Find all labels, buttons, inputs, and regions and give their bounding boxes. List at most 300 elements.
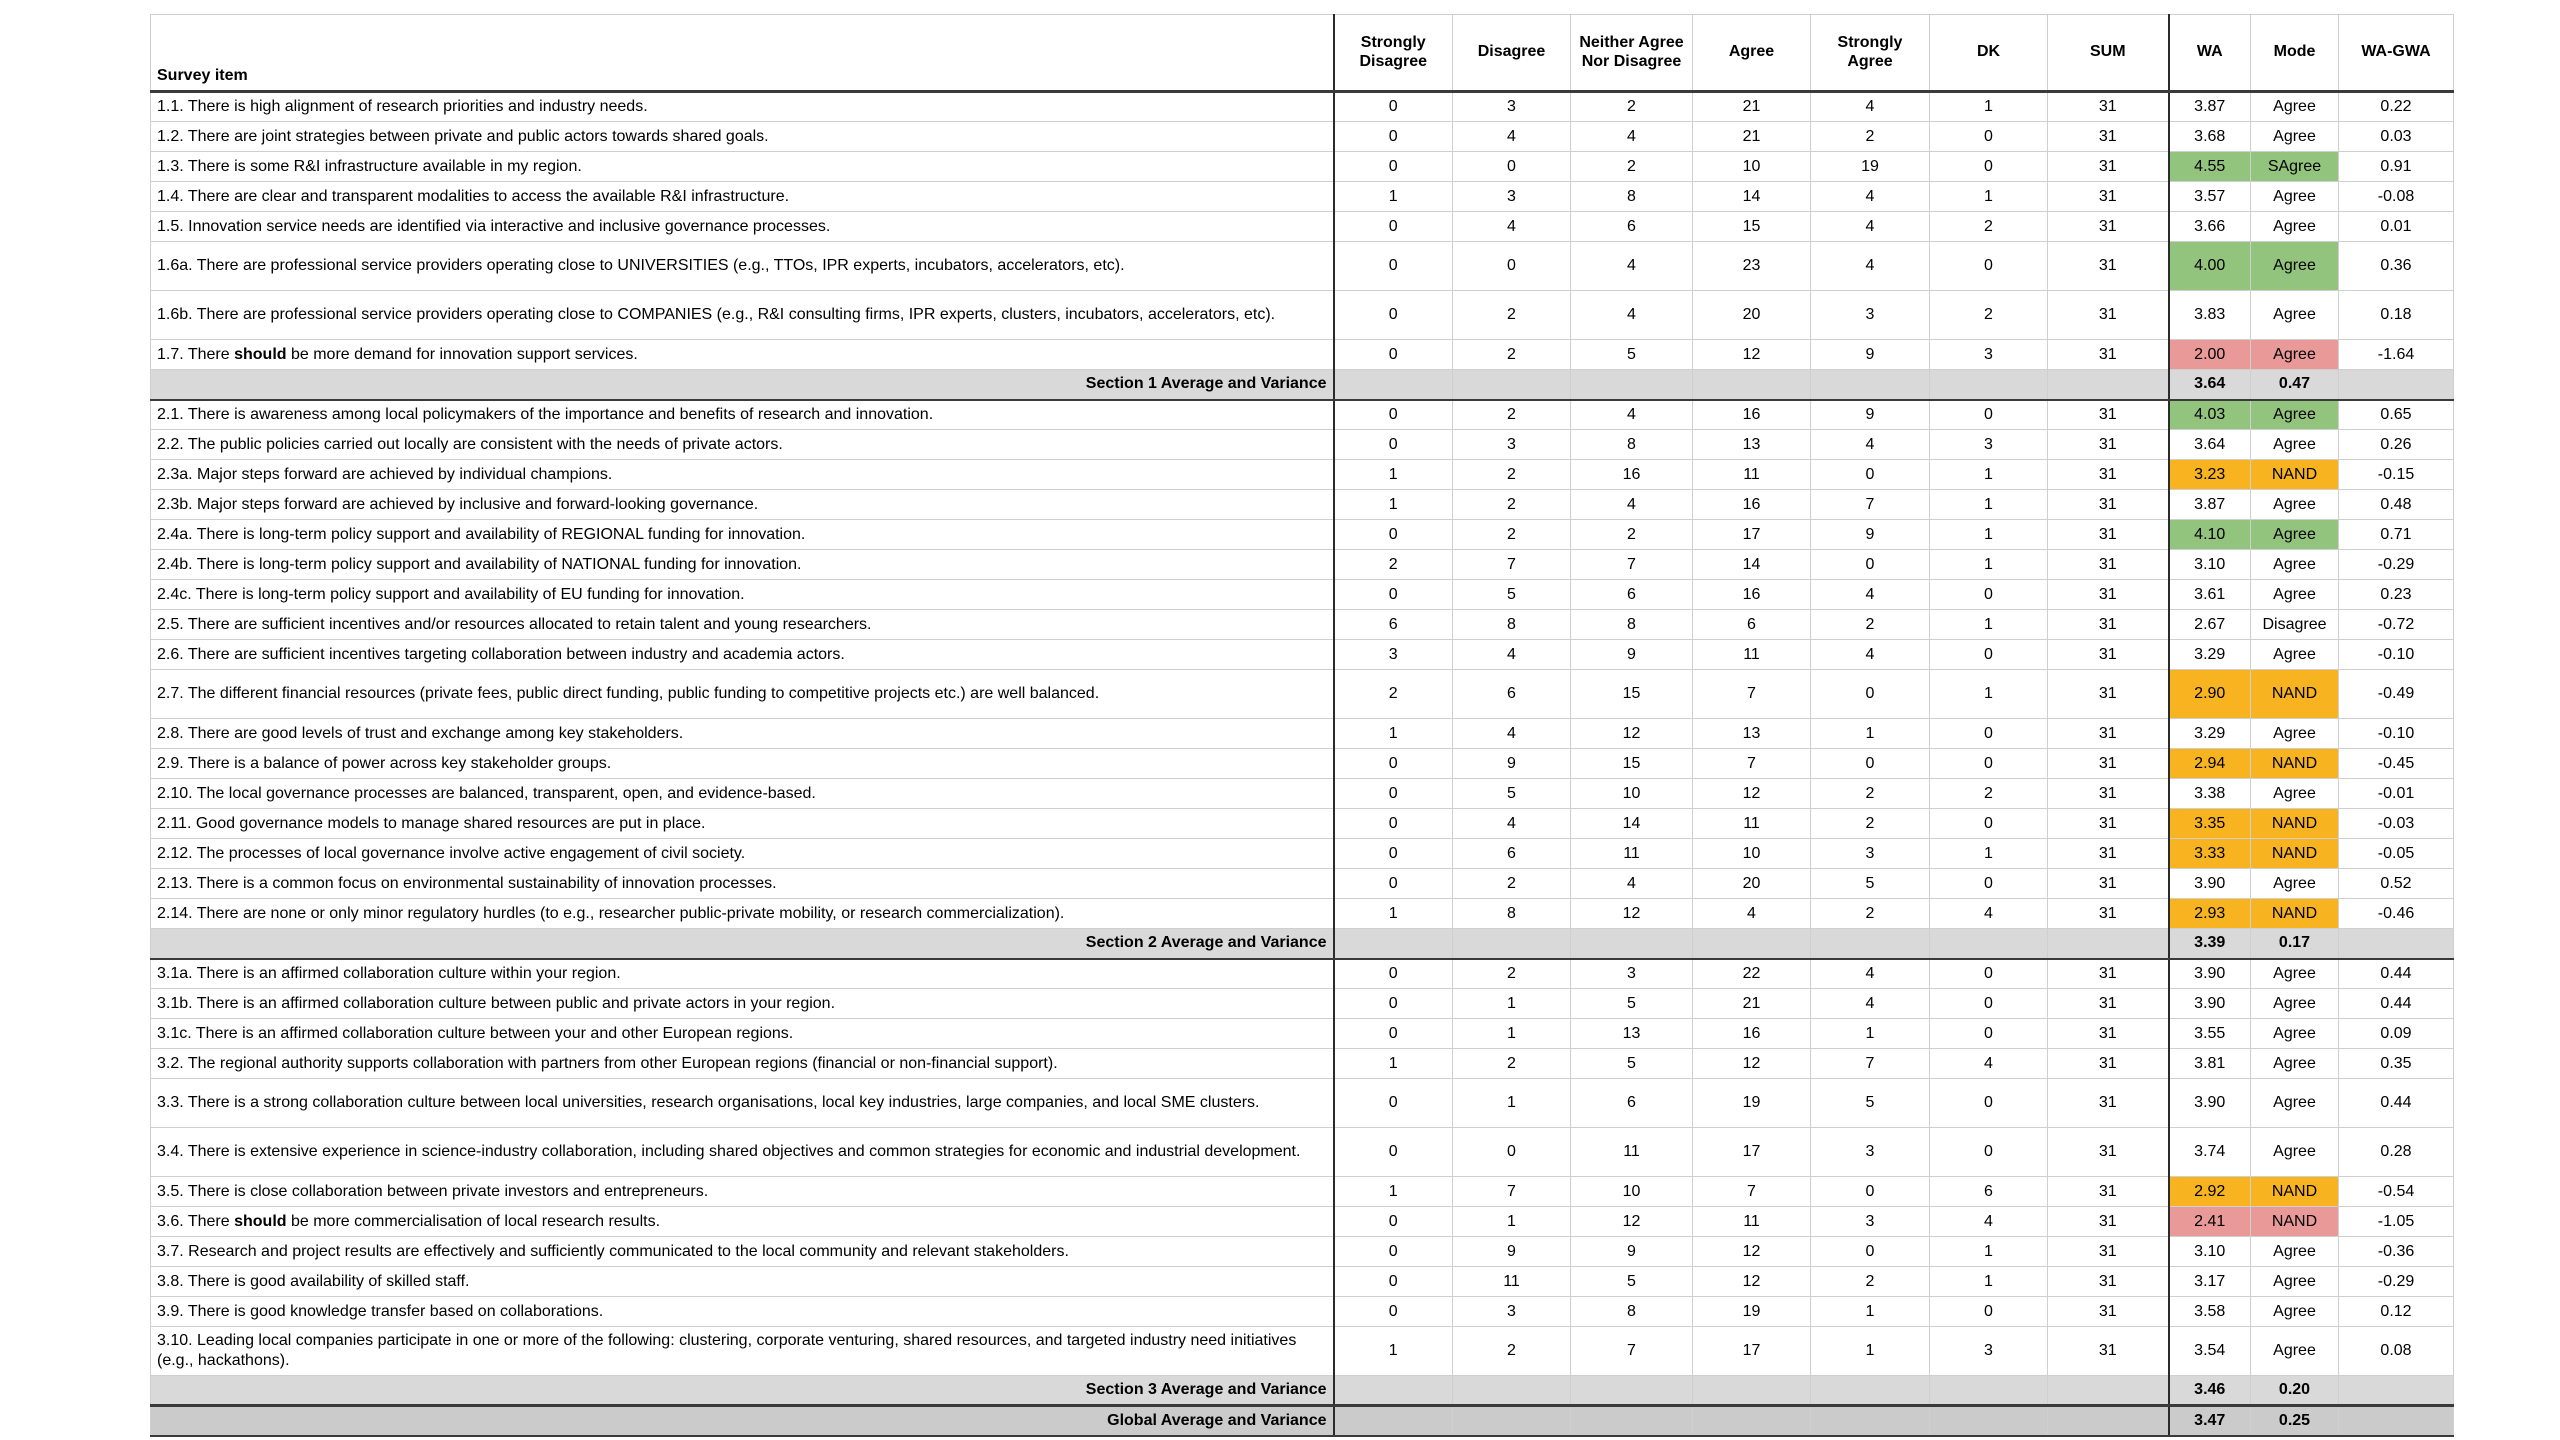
average-cell: 3.46 (2169, 1376, 2251, 1406)
count-cell: 0 (1334, 989, 1453, 1019)
wa-cell: 3.74 (2169, 1128, 2251, 1177)
wa-gwa-cell: 0.26 (2339, 430, 2454, 460)
empty-cell (1693, 1376, 1811, 1406)
sum-cell: 31 (2048, 959, 2169, 989)
table-row (151, 749, 2454, 779)
count-cell: 7 (1693, 749, 1811, 779)
wa-gwa-cell: 0.48 (2339, 490, 2454, 520)
mode-cell: NAND (2251, 670, 2339, 719)
sum-cell: 31 (2048, 152, 2169, 182)
count-cell: 2 (1811, 1267, 1930, 1297)
mode-cell: Agree (2251, 212, 2339, 242)
count-cell: 1 (1930, 610, 2048, 640)
wa-cell: 3.90 (2169, 989, 2251, 1019)
count-cell: 5 (1811, 1079, 1930, 1128)
summary-label-cell: Section 2 Average and Variance (151, 929, 1334, 959)
section-summary-row (151, 370, 2454, 400)
survey-item-cell: 2.11. Good governance models to manage shared resources are put in place. (151, 809, 1334, 839)
column-header-sum: SUM (2048, 15, 2169, 92)
sum-cell: 31 (2048, 550, 2169, 580)
count-cell: 2 (1811, 899, 1930, 929)
table-row (151, 1079, 2454, 1128)
column-header-dk: DK (1930, 15, 2048, 92)
wa-gwa-cell: -0.10 (2339, 640, 2454, 670)
survey-item-cell: 2.5. There are sufficient incentives and/or resources allocated to retain talent and young researchers. (151, 610, 1334, 640)
empty-cell (1334, 929, 1453, 959)
survey-item-cell: 2.4c. There is long-term policy support and availability of EU funding for innovation. (151, 580, 1334, 610)
wa-cell: 3.81 (2169, 1049, 2251, 1079)
count-cell: 11 (1693, 460, 1811, 490)
sum-cell: 31 (2048, 92, 2169, 122)
column-header-strongly-agree: Strongly Agree (1811, 15, 1930, 92)
mode-cell: NAND (2251, 839, 2339, 869)
count-cell: 21 (1693, 122, 1811, 152)
count-cell: 8 (1571, 1297, 1693, 1327)
count-cell: 1 (1334, 899, 1453, 929)
section-summary-row (151, 929, 2454, 959)
table-row (151, 839, 2454, 869)
wa-cell: 2.00 (2169, 340, 2251, 370)
count-cell: 1 (1930, 1267, 2048, 1297)
wa-cell: 3.87 (2169, 490, 2251, 520)
mode-cell: Agree (2251, 640, 2339, 670)
wa-cell: 3.66 (2169, 212, 2251, 242)
count-cell: 0 (1930, 989, 2048, 1019)
empty-cell (1334, 1406, 1453, 1436)
summary-label-cell: Section 1 Average and Variance (151, 370, 1334, 400)
survey-item-cell: 1.7. There should be more demand for innovation support services. (151, 340, 1334, 370)
count-cell: 21 (1693, 989, 1811, 1019)
count-cell: 2 (1930, 212, 2048, 242)
count-cell: 0 (1930, 400, 2048, 430)
empty-cell (2339, 370, 2454, 400)
survey-item-cell: 1.6b. There are professional service providers operating close to COMPANIES (e.g., R&I consulting firms, IPR experts, clusters, incubators, accelerators, etc). (151, 291, 1334, 340)
mode-cell: Agree (2251, 520, 2339, 550)
count-cell: 13 (1693, 719, 1811, 749)
wa-gwa-cell: 0.44 (2339, 989, 2454, 1019)
wa-gwa-cell: -0.45 (2339, 749, 2454, 779)
table-row (151, 899, 2454, 929)
count-cell: 3 (1930, 340, 2048, 370)
count-cell: 1 (1334, 719, 1453, 749)
count-cell: 0 (1334, 212, 1453, 242)
wa-cell: 3.38 (2169, 779, 2251, 809)
count-cell: 2 (1930, 779, 2048, 809)
table-row (151, 1267, 2454, 1297)
count-cell: 4 (1811, 182, 1930, 212)
wa-gwa-cell: -0.29 (2339, 1267, 2454, 1297)
column-header-neither-agree-nor-disagree: Neither Agree Nor Disagree (1571, 15, 1693, 92)
table-row (151, 869, 2454, 899)
count-cell: 6 (1571, 580, 1693, 610)
empty-cell (2339, 1406, 2454, 1436)
count-cell: 23 (1693, 242, 1811, 291)
mode-cell: Agree (2251, 550, 2339, 580)
count-cell: 15 (1571, 749, 1693, 779)
sum-cell: 31 (2048, 400, 2169, 430)
count-cell: 2 (1571, 92, 1693, 122)
table-row (151, 1128, 2454, 1177)
survey-item-cell: 1.1. There is high alignment of research priorities and industry needs. (151, 92, 1334, 122)
survey-item-cell: 1.2. There are joint strategies between private and public actors towards shared goals. (151, 122, 1334, 152)
table-row (151, 610, 2454, 640)
sum-cell: 31 (2048, 1177, 2169, 1207)
sum-cell: 31 (2048, 1128, 2169, 1177)
wa-gwa-cell: 0.71 (2339, 520, 2454, 550)
mode-cell: Agree (2251, 340, 2339, 370)
count-cell: 0 (1811, 749, 1930, 779)
count-cell: 10 (1571, 1177, 1693, 1207)
survey-item-cell: 2.13. There is a common focus on environmental sustainability of innovation processes. (151, 869, 1334, 899)
count-cell: 0 (1334, 1019, 1453, 1049)
count-cell: 6 (1453, 670, 1571, 719)
survey-item-cell: 2.7. The different financial resources (private fees, public direct funding, public funding to competitive projects etc.) are well balanced. (151, 670, 1334, 719)
header-row (151, 15, 2454, 92)
count-cell: 11 (1693, 809, 1811, 839)
table-row (151, 1049, 2454, 1079)
sum-cell: 31 (2048, 779, 2169, 809)
wa-cell: 3.55 (2169, 1019, 2251, 1049)
survey-item-cell: 1.3. There is some R&I infrastructure available in my region. (151, 152, 1334, 182)
count-cell: 0 (1930, 719, 2048, 749)
table-row (151, 1207, 2454, 1237)
empty-cell (1334, 1376, 1453, 1406)
mode-cell: NAND (2251, 899, 2339, 929)
count-cell: 4 (1571, 122, 1693, 152)
count-cell: 3 (1930, 1327, 2048, 1376)
count-cell: 4 (1453, 640, 1571, 670)
count-cell: 0 (1930, 242, 2048, 291)
wa-cell: 2.93 (2169, 899, 2251, 929)
count-cell: 3 (1571, 959, 1693, 989)
mode-cell: Disagree (2251, 610, 2339, 640)
count-cell: 4 (1930, 1207, 2048, 1237)
sum-cell: 31 (2048, 212, 2169, 242)
count-cell: 11 (1693, 1207, 1811, 1237)
sum-cell: 31 (2048, 1207, 2169, 1237)
wa-cell: 3.61 (2169, 580, 2251, 610)
count-cell: 4 (1571, 242, 1693, 291)
wa-cell: 3.68 (2169, 122, 2251, 152)
empty-cell (2339, 1376, 2454, 1406)
wa-cell: 3.64 (2169, 430, 2251, 460)
column-header-survey-item: Survey item (151, 15, 1334, 92)
table-row (151, 122, 2454, 152)
count-cell: 4 (1693, 899, 1811, 929)
empty-cell (1930, 370, 2048, 400)
sum-cell: 31 (2048, 340, 2169, 370)
empty-cell (2048, 1376, 2169, 1406)
count-cell: 11 (1571, 1128, 1693, 1177)
sum-cell: 31 (2048, 640, 2169, 670)
mode-cell: NAND (2251, 809, 2339, 839)
mode-cell: Agree (2251, 959, 2339, 989)
wa-gwa-cell: 0.01 (2339, 212, 2454, 242)
count-cell: 5 (1571, 340, 1693, 370)
wa-cell: 3.90 (2169, 869, 2251, 899)
variance-cell: 0.25 (2251, 1406, 2339, 1436)
empty-cell (1811, 1376, 1930, 1406)
table-row (151, 430, 2454, 460)
survey-item-cell: 1.5. Innovation service needs are identified via interactive and inclusive governance processes. (151, 212, 1334, 242)
wa-gwa-cell: 0.03 (2339, 122, 2454, 152)
count-cell: 16 (1693, 580, 1811, 610)
count-cell: 4 (1453, 719, 1571, 749)
count-cell: 1 (1453, 1079, 1571, 1128)
count-cell: 1 (1453, 989, 1571, 1019)
wa-gwa-cell: 0.52 (2339, 869, 2454, 899)
count-cell: 12 (1693, 1267, 1811, 1297)
mode-cell: Agree (2251, 1237, 2339, 1267)
count-cell: 0 (1334, 1267, 1453, 1297)
count-cell: 3 (1930, 430, 2048, 460)
column-header-wa-gwa: WA-GWA (2339, 15, 2454, 92)
table-row (151, 580, 2454, 610)
wa-gwa-cell: -0.36 (2339, 1237, 2454, 1267)
mode-cell: Agree (2251, 1327, 2339, 1376)
count-cell: 1 (1930, 490, 2048, 520)
count-cell: 10 (1693, 152, 1811, 182)
count-cell: 2 (1453, 340, 1571, 370)
survey-item-cell: 2.14. There are none or only minor regulatory hurdles (to e.g., researcher public-private mobility, or research commercialization). (151, 899, 1334, 929)
wa-cell: 2.67 (2169, 610, 2251, 640)
mode-cell: Agree (2251, 182, 2339, 212)
count-cell: 21 (1693, 92, 1811, 122)
count-cell: 7 (1453, 1177, 1571, 1207)
count-cell: 9 (1453, 749, 1571, 779)
empty-cell (1930, 1376, 2048, 1406)
wa-cell: 3.17 (2169, 1267, 2251, 1297)
sum-cell: 31 (2048, 1297, 2169, 1327)
count-cell: 1 (1930, 550, 2048, 580)
count-cell: 0 (1334, 1128, 1453, 1177)
wa-gwa-cell: 0.23 (2339, 580, 2454, 610)
survey-item-cell: 2.9. There is a balance of power across key stakeholder groups. (151, 749, 1334, 779)
count-cell: 1 (1811, 1297, 1930, 1327)
survey-item-cell: 2.3b. Major steps forward are achieved by inclusive and forward-looking governance. (151, 490, 1334, 520)
count-cell: 4 (1811, 242, 1930, 291)
wa-gwa-cell: -0.05 (2339, 839, 2454, 869)
mode-cell: Agree (2251, 400, 2339, 430)
count-cell: 6 (1571, 1079, 1693, 1128)
count-cell: 3 (1453, 1297, 1571, 1327)
sum-cell: 31 (2048, 749, 2169, 779)
survey-item-cell: 1.6a. There are professional service providers operating close to UNIVERSITIES (e.g., TTOs, IPR experts, incubators, accelerators, etc). (151, 242, 1334, 291)
wa-cell: 3.58 (2169, 1297, 2251, 1327)
table-row (151, 719, 2454, 749)
sum-cell: 31 (2048, 242, 2169, 291)
wa-gwa-cell: 0.44 (2339, 959, 2454, 989)
count-cell: 19 (1693, 1079, 1811, 1128)
sum-cell: 31 (2048, 1049, 2169, 1079)
count-cell: 1 (1334, 460, 1453, 490)
count-cell: 1 (1334, 1049, 1453, 1079)
count-cell: 2 (1453, 1327, 1571, 1376)
wa-gwa-cell: 0.36 (2339, 242, 2454, 291)
mode-cell: NAND (2251, 460, 2339, 490)
count-cell: 3 (1453, 92, 1571, 122)
wa-gwa-cell: -0.10 (2339, 719, 2454, 749)
count-cell: 0 (1334, 869, 1453, 899)
count-cell: 0 (1930, 749, 2048, 779)
count-cell: 19 (1693, 1297, 1811, 1327)
count-cell: 8 (1571, 610, 1693, 640)
count-cell: 3 (1811, 1207, 1930, 1237)
count-cell: 4 (1811, 430, 1930, 460)
table-row (151, 640, 2454, 670)
count-cell: 9 (1453, 1237, 1571, 1267)
count-cell: 0 (1930, 640, 2048, 670)
count-cell: 5 (1571, 989, 1693, 1019)
survey-table (150, 14, 2454, 1437)
count-cell: 0 (1811, 1177, 1930, 1207)
wa-cell: 3.29 (2169, 640, 2251, 670)
empty-cell (2048, 1406, 2169, 1436)
wa-gwa-cell: -0.46 (2339, 899, 2454, 929)
count-cell: 0 (1334, 400, 1453, 430)
table-row (151, 1177, 2454, 1207)
sum-cell: 31 (2048, 989, 2169, 1019)
count-cell: 5 (1571, 1267, 1693, 1297)
count-cell: 1 (1930, 670, 2048, 719)
survey-item-cell: 2.8. There are good levels of trust and exchange among key stakeholders. (151, 719, 1334, 749)
count-cell: 0 (1811, 550, 1930, 580)
count-cell: 14 (1571, 809, 1693, 839)
count-cell: 1 (1334, 1327, 1453, 1376)
count-cell: 2 (1453, 490, 1571, 520)
count-cell: 4 (1811, 959, 1930, 989)
count-cell: 2 (1453, 460, 1571, 490)
table-body (151, 92, 2454, 1436)
count-cell: 0 (1334, 1297, 1453, 1327)
count-cell: 2 (1930, 291, 2048, 340)
wa-cell: 3.87 (2169, 92, 2251, 122)
count-cell: 3 (1811, 1128, 1930, 1177)
sum-cell: 31 (2048, 1267, 2169, 1297)
wa-cell: 4.03 (2169, 400, 2251, 430)
count-cell: 6 (1571, 212, 1693, 242)
table-row (151, 989, 2454, 1019)
count-cell: 11 (1693, 640, 1811, 670)
sum-cell: 31 (2048, 1327, 2169, 1376)
survey-item-cell: 3.5. There is close collaboration between private investors and entrepreneurs. (151, 1177, 1334, 1207)
count-cell: 2 (1811, 809, 1930, 839)
sum-cell: 31 (2048, 122, 2169, 152)
count-cell: 12 (1693, 1237, 1811, 1267)
empty-cell (1693, 370, 1811, 400)
count-cell: 1 (1930, 182, 2048, 212)
table-row (151, 92, 2454, 122)
mode-cell: Agree (2251, 1267, 2339, 1297)
section-summary-row (151, 1376, 2454, 1406)
count-cell: 4 (1811, 640, 1930, 670)
count-cell: 15 (1693, 212, 1811, 242)
empty-cell (1930, 929, 2048, 959)
table-row (151, 670, 2454, 719)
table-row (151, 1019, 2454, 1049)
wa-gwa-cell: -0.54 (2339, 1177, 2454, 1207)
count-cell: 8 (1453, 899, 1571, 929)
wa-cell: 2.94 (2169, 749, 2251, 779)
mode-cell: Agree (2251, 1019, 2339, 1049)
table-row (151, 1297, 2454, 1327)
count-cell: 2 (1453, 520, 1571, 550)
count-cell: 4 (1930, 899, 2048, 929)
sum-cell: 31 (2048, 520, 2169, 550)
empty-cell (1334, 370, 1453, 400)
wa-cell: 3.35 (2169, 809, 2251, 839)
count-cell: 2 (1811, 122, 1930, 152)
count-cell: 4 (1811, 989, 1930, 1019)
count-cell: 0 (1334, 1079, 1453, 1128)
count-cell: 1 (1930, 1237, 2048, 1267)
survey-item-cell: 2.6. There are sufficient incentives targeting collaboration between industry and academia actors. (151, 640, 1334, 670)
empty-cell (1453, 1376, 1571, 1406)
wa-cell: 2.41 (2169, 1207, 2251, 1237)
survey-item-cell: 3.1a. There is an affirmed collaboration culture within your region. (151, 959, 1334, 989)
count-cell: 8 (1571, 430, 1693, 460)
empty-cell (1811, 370, 1930, 400)
empty-cell (1693, 929, 1811, 959)
sum-cell: 31 (2048, 182, 2169, 212)
count-cell: 10 (1571, 779, 1693, 809)
variance-cell: 0.20 (2251, 1376, 2339, 1406)
count-cell: 2 (1571, 520, 1693, 550)
survey-item-cell: 3.3. There is a strong collaboration culture between local universities, research organisations, local key industries, large companies, and local SME clusters. (151, 1079, 1334, 1128)
count-cell: 10 (1693, 839, 1811, 869)
survey-item-cell: 3.1c. There is an affirmed collaboration culture between your and other European regions. (151, 1019, 1334, 1049)
wa-gwa-cell: -0.08 (2339, 182, 2454, 212)
sum-cell: 31 (2048, 1019, 2169, 1049)
mode-cell: Agree (2251, 122, 2339, 152)
count-cell: 1 (1930, 839, 2048, 869)
mode-cell: Agree (2251, 1297, 2339, 1327)
count-cell: 9 (1571, 640, 1693, 670)
column-header-strongly-disagree: Strongly Disagree (1334, 15, 1453, 92)
mode-cell: Agree (2251, 580, 2339, 610)
count-cell: 4 (1453, 122, 1571, 152)
wa-cell: 4.00 (2169, 242, 2251, 291)
count-cell: 5 (1571, 1049, 1693, 1079)
count-cell: 19 (1811, 152, 1930, 182)
count-cell: 14 (1693, 550, 1811, 580)
count-cell: 0 (1334, 959, 1453, 989)
mode-cell: NAND (2251, 1207, 2339, 1237)
count-cell: 4 (1571, 291, 1693, 340)
count-cell: 2 (1453, 869, 1571, 899)
count-cell: 7 (1571, 1327, 1693, 1376)
count-cell: 1 (1930, 92, 2048, 122)
count-cell: 6 (1930, 1177, 2048, 1207)
count-cell: 1 (1453, 1207, 1571, 1237)
count-cell: 0 (1930, 1128, 2048, 1177)
mode-cell: Agree (2251, 869, 2339, 899)
count-cell: 16 (1693, 1019, 1811, 1049)
count-cell: 9 (1811, 520, 1930, 550)
average-cell: 3.47 (2169, 1406, 2251, 1436)
count-cell: 16 (1693, 490, 1811, 520)
table-row (151, 959, 2454, 989)
table-row (151, 340, 2454, 370)
count-cell: 0 (1811, 670, 1930, 719)
wa-cell: 3.10 (2169, 1237, 2251, 1267)
survey-item-cell: 3.8. There is good availability of skilled staff. (151, 1267, 1334, 1297)
count-cell: 6 (1453, 839, 1571, 869)
count-cell: 2 (1334, 550, 1453, 580)
count-cell: 3 (1811, 291, 1930, 340)
count-cell: 4 (1571, 869, 1693, 899)
table-row (151, 291, 2454, 340)
